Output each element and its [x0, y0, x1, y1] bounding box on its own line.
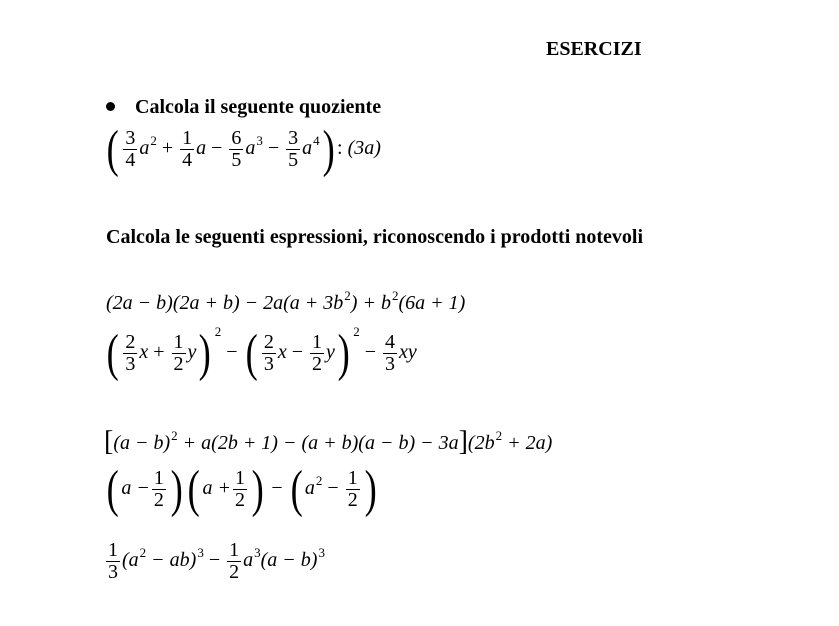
expression-2: ( $\frac{2}{3}$ x + $\frac{1}{2}$ y) $^2$ − ( $\frac{2}{3}$ x − $\frac{1}{2}$ y) $^2$ − $\frac{4}{3}$ xy [106, 324, 417, 382]
bullet-dot-icon [106, 102, 115, 111]
instruction-text: Calcola le seguenti espressioni, riconoscendo i prodotti notevoli [106, 226, 644, 248]
expression-1: $(2a - b)(2a + b) - 2a(a + 3b^2) + b^2(6a + 1)$ [106, 288, 466, 314]
page-title: ESERCIZI [546, 38, 642, 60]
expression-4: ( a − $\frac{1}{2}$ )( a + $\frac{1}{2}$ ) − ( $a^2$ − $\frac{1}{2}$ ) [106, 460, 377, 518]
expression-quotient: ( $\frac{3}{4}$ $a^2$ + $\frac{1}{4}$ a − $\frac{6}{5}$ $a^3$ − $\frac{3}{5}$ $a^4$) : (3a) [106, 120, 381, 178]
bullet-item [106, 96, 381, 119]
bullet-label: Calcola il seguente quoziente [135, 96, 382, 118]
expression-3: $[(a - b)^2 + a(2b + 1) - (a + b)(a - b) - 3a](2b^2 + 2a)$ [104, 426, 553, 457]
expression-5: $\frac{1}{3}$ $(a^2 - ab)^3$ − $\frac{1}{2}$ $a^3(a - b)^3$ [108, 539, 325, 583]
